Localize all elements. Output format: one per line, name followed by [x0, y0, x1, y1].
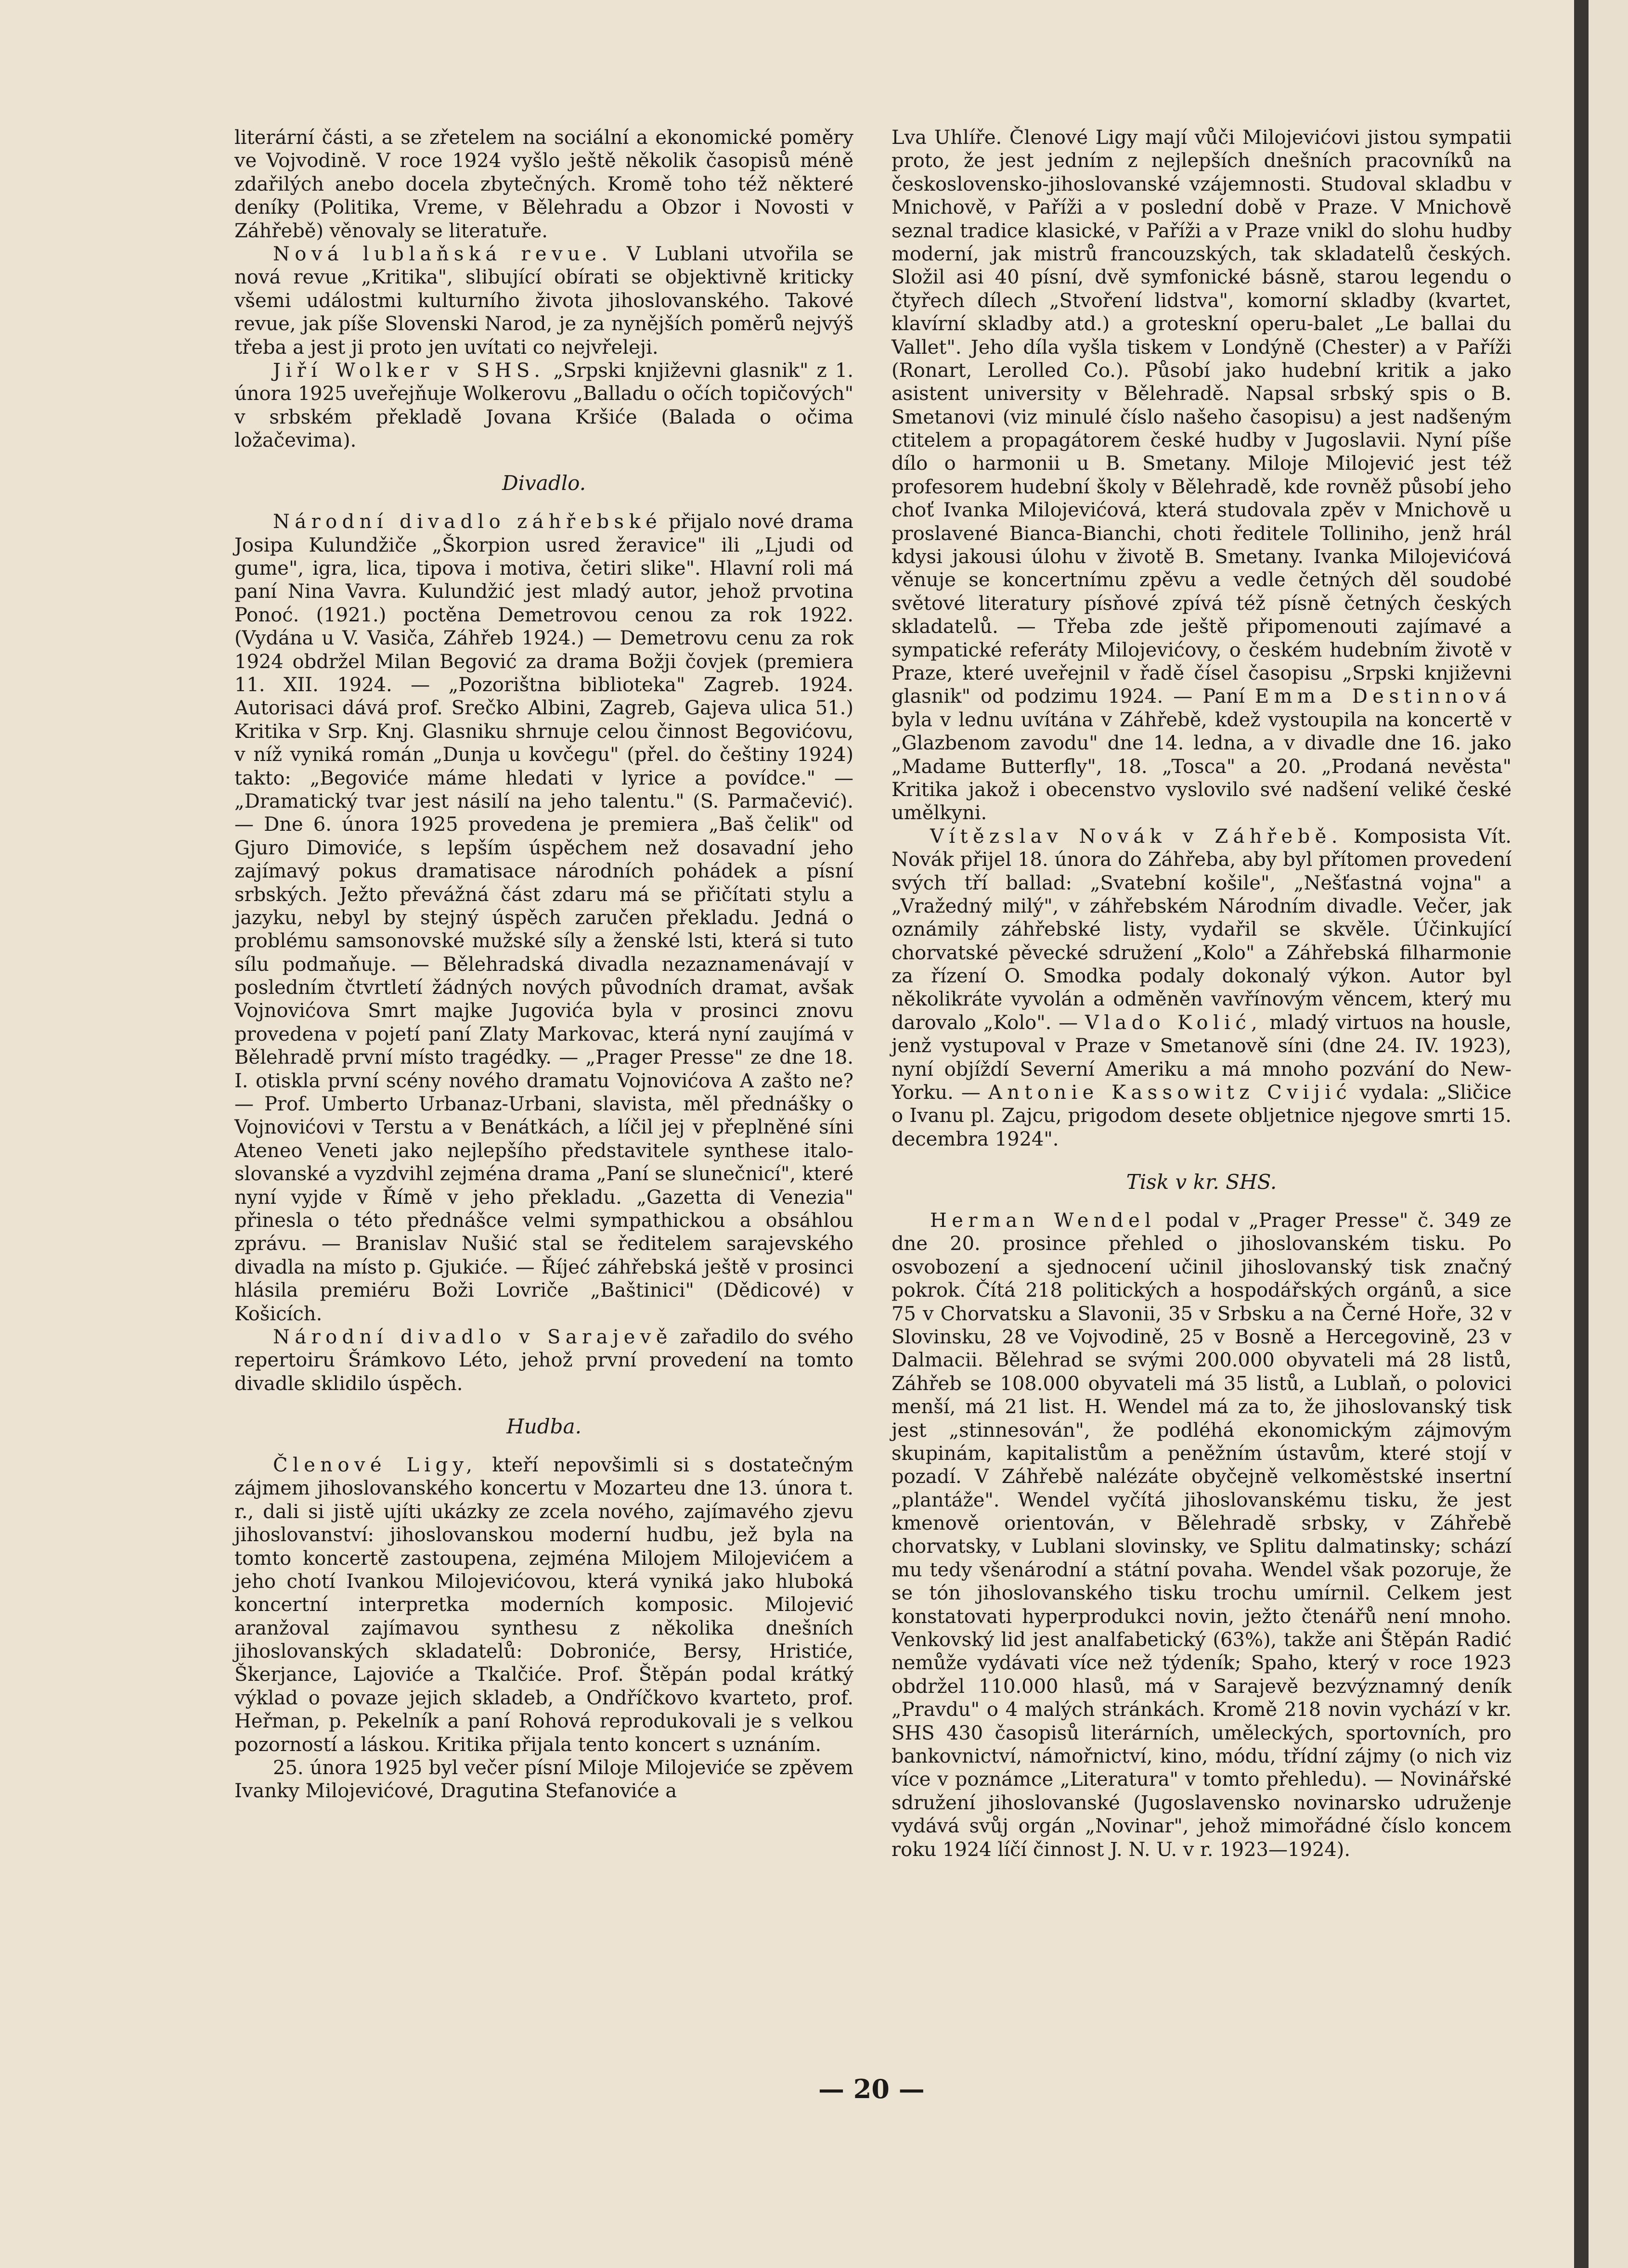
left-column [234, 126, 853, 1803]
paragraph-liga-members: Členové Ligy, kteří nepovšimli si s dostatečným zájmem jihoslovanského koncertu v Mozarteu dne 13. února t. r., dali si jistě ujíti ukázky ze zcela nového, zajímavého zjevu jihoslovanství: jihoslovanskou moderní hudbu, jež byla na tomto koncertě zastoupena, zejména Milojem Milojevićem a jeho chotí Ivankou Milojevićovou, která vyniká jako hluboká koncertní interpretka moderních komposic. Milojević aranžoval zajímavou synthesu z několika dnešních jihoslovanských skladatelů: Dobroniće, Bersy, Hristiće, Škerjance, Lajoviće a Tkalčiće. Prof. Štěpán podal krátký výklad o povaze jejich skladeb, a Ondříčkovo kvarteto, prof. Heřman, p. Pekelník a paní Rohová reprodukovali je s velkou pozorností a láskou. Kritika přijala tento koncert s uznáním. [234, 1454, 853, 1756]
section-lead: Jiří Wolker v SHS. [273, 359, 545, 382]
paragraph-sarajevo-theatre: Národní divadlo v Sarajevě zařadilo do svého repertoiru Šrámkovo Léto, jehož první provedení na tomto divadle sklidilo úspěch. [234, 1326, 853, 1395]
paragraph-wolker: Jiří Wolker v SHS. „Srpski književni glasnik" z 1. února 1925 uveřejňuje Wolkerovu „Balladu o očích topičových" v srbském překladě Jovana Kršiće (Balada o očima ložačevima). [234, 359, 853, 452]
paragraph-novak: Vítězslav Novák v Záhřebě. Komposista Vít. Novák přijel 18. února do Záhřeba, aby byl přítomen provedení svých tří ballad: „Svatební košile", „Nešťastná vojna" a „Vražedný milý", v záhřebském Národním divadle. Večer, jak oznámily záhřebské listy, vydařil se skvěle. Účinkující chorvatské pěvecké sdružení „Kolo" a Záhřebská filharmonie za řízení O. Smodka podaly dokonalý výkon. Autor byl několikráte vyvolán a odměněn vavřínovým věncem, který mu darovalo „Kolo". — Vlado Kolić, mladý virtuos na housle, jenž vystupoval v Praze v Smetanově síni (dne 24. IV. 1923), nyní objíždí Severní Ameriku a má mnoho pozvání do New-Yorku. — Antonie Kassowitz Cvijić vydala: „Sličice o Ivanu pl. Zajcu, prigodom desete obljetnice njegove smrti 15. decembra 1924". [892, 825, 1512, 1150]
section-lead: Vítězslav Novák v Záhřebě. [930, 825, 1343, 848]
heading-hudba: Hudba. [506, 1415, 581, 1439]
person-name: Vlado Kolić, [1085, 1011, 1263, 1034]
paragraph-milojevic: Lva Uhlíře. Členové Ligy mají vůči Milojevićovi jistou sympatii proto, že jest jedním z nejlepších dnešních pracovníků na československo-jihoslovanské vzájemnosti. Studoval skladbu v Mnichově, v Paříži a v poslední době v Praze. V Mnichově seznal tradice klasické, v Paříži a v Praze vnikl do slohu hudby moderní, jak mistrů francouzských, tak skladatelů českých. Složil asi 40 písní, dvě symfonické básně, starou legendu o čtyřech dílech „Stvoření lidstva", komorní skladby (kvartet, klavírní skladby atd.) a groteskní operu-balet „Le ballai du Vallet". Jeho díla vyšla tiskem v Londýně (Chester) a v Paříži (Ronart, Lerolled Co.). Působí jako hudební kritik a jako asistent university v Bělehradě. Napsal srbský spis o B. Smetanovi (viz minulé číslo našeho časopisu) a jest nadšeným ctitelem a propagátorem české hudby v Jugoslavii. Nyní píše dílo o harmonii u B. Smetany. Miloje Milojević jest též profesorem hudební školy v Bělehradě, kde rovněž působí jeho choť Ivanka Milojevićová, která studovala zpěv v Mnichově u proslavené Bianca-Bianchi, choti ředitele Tolliniho, jenž hrál kdysi jakousi úlohu v životě B. Smetany. Ivanka Milojevićová věnuje se koncertnímu zpěvu a vedle četných děl soudobé světové literatury písňové zpívá též písně četných českých skladatelů. — Třeba zde ještě připomenouti zajímavé a sympatické referáty Milojevićovy, o českém hudebním životě v Praze, které uveřejnil v řadě čísel časopisu „Srpski književni glasnik" od podzimu 1924. — Paní Emma Destinnová byla v lednu uvítána v Záhřebě, kdež vystoupila na koncertě v „Glazbenom zavodu" dne 14. ledna, a v divadle dne 16. jako „Madame Butterfly", 18. „Tosca" a 20. „Prodaná nevěsta" Kritika jakož i obecenstvo vyslovilo své nadšení veliké české umělkyni. [892, 127, 1512, 825]
heading-tisk: Tisk v kr. SHS. [1126, 1170, 1277, 1194]
right-column [892, 126, 1512, 1861]
section-lead: Národní divadlo v Sarajevě [273, 1326, 672, 1348]
section-lead: Národní divadlo záhřebské [273, 511, 662, 533]
section-lead: Herman Wendel [930, 1210, 1156, 1232]
paragraph-press: Herman Wendel podal v „Prager Presse" č. 349 ze dne 20. prosince přehled o jihoslovanském tisku. Po osvobození a sjednocení učinil jihoslovanský tisk značný pokrok. Čítá 218 politických a hospodářských orgánů, a sice 75 v Chorvatsku a Slavonii, 35 v Srbsku a na Černé Hoře, 32 v Slovinsku, 28 ve Vojvodině, 25 v Bosně a Hercegovině, 23 v Dalmacii. Bělehrad se svými 200.000 obyvateli má 28 listů, Záhřeb se 108.000 obyvateli má 35 listů, a Lublaň, o polovici menší, má 21 list. H. Wendel má za to, že jihoslovanský tisk jest „stinnesován", že podléhá ekonomickým zájmovým skupinám, kapitalistům a peněžním ústavům, které stojí v pozadí. V Záhřebě nalézáte obyčejně velkoměstské insertní „plantáže". Wendel vyčítá jihoslovanskému tisku, že jest kmenově orientován, v Bělehradě srbsky, v Záhřebě chorvatsky, v Lublani slovinsky, ve Splitu dalmatinsky; schází mu tedy všenárodní a státní povaha. Wendel však pozoruje, že se tón jihoslovanského tisku trochu umírnil. Celkem jest konstatovati hyperprodukci novin, ježto čtenářů není mnoho. Venkovský lid jest analfabetický (63%), takže ani Štěpán Radić nemůže vydávati více než týdeník; Spaho, který v roce 1923 obdržel 110.000 hlasů, má v Sarajevě bezvýznamný deník „Pravdu" o 4 malých stránkách. Kromě 218 novin vychází v kr. SHS 430 časopisů literárních, uměleckých, sportovních, pro bankovnictví, námořnictví, kino, módu, třídní zájmy (o nich viz více v poznámce „Literatura" v tomto přehledu). — Novinářské sdružení jihoslovanské (Jugoslavensko novinarsko udruženje vydává svůj orgán „Novinar", jehož mimořádné číslo koncem roku 1924 líčí činnost J. N. U. v r. 1923—1924). [892, 1210, 1512, 1861]
paragraph-literature: literární části, a se zřetelem na sociální a ekonomické poměry ve Vojvodině. V roce 1924 vyšlo ještě několik časopisů méně zdařilých anebo docela zbytečných. Kromě toho též některé deníky (Politika, Vreme, v Bělehradu a Obzor i Novosti v Záhřebě) věnovaly se literatuře. [234, 127, 853, 242]
section-lead: Nová lublaňská revue. [273, 243, 613, 265]
person-name: Emma Destinnová [1254, 685, 1512, 708]
paragraph-zagreb-theatre: Národní divadlo záhřebské přijalo nové drama Josipa Kulundžiče „Škorpion usred žeravice" ili „Ljudi od gume", igra, lica, tipova i motiva, četiri slike". Hlavní roli má paní Nina Vavra. Kulundžić jest mladý autor, jehož prvotina Ponoć. (1921.) poctěna Demetrovou cenou za rok 1922. (Vydána u V. Vasiča, Záhřeb 1924.) — Demetrovu cenu za rok 1924 obdržel Milan Begović za drama Božji čovjek (premiera 11. XII. 1924. — „Pozorištna biblioteka" Zagreb. 1924. Autorisaci dává prof. Srečko Albini, Zagreb, Gajeva ulica 51.) Kritika v Srp. Knj. Glasniku shrnuje celou činnost Begovićovu, v níž vyniká román „Dunja u kovčegu" (přel. do češtiny 1924) takto: „Begoviće máme hledati v lyrice a povídce." — „Dramatický tvar jest násilí na jeho talentu." (S. Parmačević). — Dne 6. února 1925 provedena je premiera „Baš čelik" od Gjuro Dimoviće, s lepším úspěchem než dosavadní jeho zajímavý pokus dramatisace národních pohádek a písní srbských. Ježto převážná část zdaru má se přičítati stylu a jazyku, nebyl by stejný úspěch zaručen překladu. Jedná o problému samsonovské mužské síly a ženské lsti, která si tuto sílu podmaňuje. — Bělehradská divadla nezaznamenávají v posledním čtvrtletí žádných nových původních dramat, avšak Vojnovićova Smrt majke Jugovića byla v prosinci znovu provedena v pojetí paní Zlaty Markovac, která nyní zaujímá v Bělehradě první místo tragédky. — „Prager Presse" ze dne 18. I. otiskla první scény nového dramatu Vojnovićova A zašto ne? — Prof. Umberto Urbanaz-Urbani, slavista, měl přednášky o Vojnovićovi v Terstu a v Benátkách, a líčil jej v přeplněné síni Ateneo Veneti jako nejlepšího představitele synthese italo-slovanské a vyzdvihl zejména drama „Paní se slunečnicí", které nyní vyjde v Římě v jeho překladu. „Gazetta di Venezia" přinesla o této přednášce velmi sympathickou a obsáhlou zprávu. — Branislav Nušić stal se ředitelem sarajevského divadla na místo p. Gjukiće. — Říjeć záhřebská ještě v prosinci hlásila premiéru Boži Lovriče „Baštinici" (Dědicové) v Košicích. [234, 511, 853, 1325]
paragraph-lublan-revue: Nová lublaňská revue. V Lublani utvořila se nová revue „Kritika", slibující obírati se objektivně kriticky všemi událostmi kulturního života jihoslovanského. Takové revue, jak píše Slovenski Narod, je za nynějších poměrů nejvýš třeba a jest ji proto jen uvítati co nejvřeleji. [234, 243, 854, 359]
heading-divadlo: Divadlo. [502, 471, 586, 495]
person-name: Antonie Kassowitz Cvijić [988, 1082, 1352, 1104]
section-lead: Členové Ligy, [273, 1454, 478, 1476]
page-number: — 20 — [818, 2074, 925, 2104]
paragraph-song-evening: 25. února 1925 byl večer písní Miloje Milojeviće se zpěvem Ivanky Milojevićové, Dragutina Stefanoviće a [234, 1757, 853, 1803]
